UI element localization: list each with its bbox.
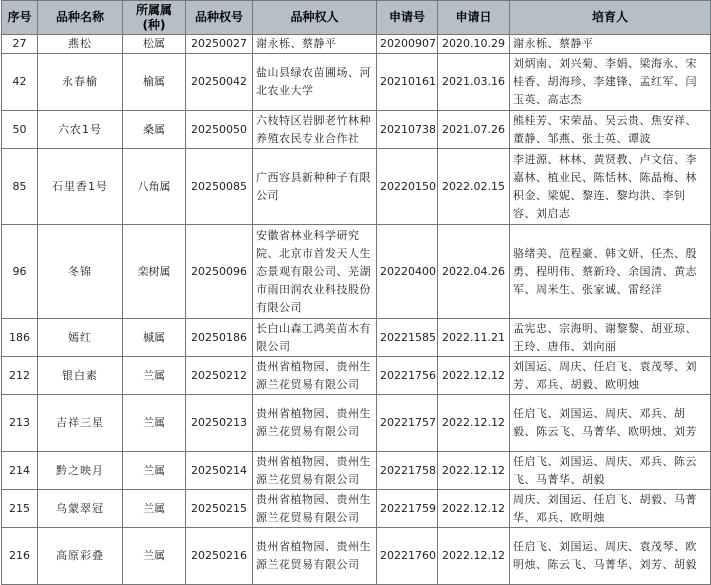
cell-app-date: 2022.12.12 [438,452,510,490]
cell-seq: 85 [2,149,38,225]
cell-seq: 216 [2,528,38,585]
cell-app-date: 2022.12.12 [438,528,510,585]
cell-owner: 贵州省植物园、贵州生源兰花贸易有限公司 [253,490,377,528]
table-row [2,319,711,357]
cell-owner: 贵州省植物园、贵州生源兰花贸易有限公司 [253,528,377,585]
cell-breeders: 任启飞、刘国运、周庆、袁茂琴、欧明烛、陈云飞、马菁华、刘芳、胡毅 [510,528,711,585]
cell-owner: 谢永栎、蔡静平 [253,35,377,54]
table-row [2,357,711,395]
cell-breeders: 谢永栎、蔡静平 [510,35,711,54]
header-seq: 序号 [2,1,38,35]
cell-app-date: 2022.02.15 [438,149,510,225]
cell-seq: 42 [2,54,38,111]
cell-variety-name: 吉祥三星 [38,395,123,452]
table-row [2,528,711,585]
cell-owner: 广西容县新种种子有限公司 [253,149,377,225]
cell-right-no: 20250213 [186,395,253,452]
cell-breeders: 骆绪美、范程豪、韩文妍、任杰、殷勇、程明伟、蔡新玲、余国清、黄志军、周米生、张家诚、雷经洋 [510,225,711,319]
cell-breeders: 周庆、刘国运、任启飞、胡毅、马菁华、邓兵、欧明烛 [510,490,711,528]
table-row [2,35,711,54]
cell-seq: 215 [2,490,38,528]
cell-seq: 96 [2,225,38,319]
cell-app-no: 20200907 [377,35,438,54]
cell-seq: 214 [2,452,38,490]
cell-genus: 兰属 [123,357,186,395]
cell-breeders: 任启飞、刘国运、周庆、邓兵、陈云飞、马菁华、胡毅 [510,452,711,490]
cell-genus: 兰属 [123,528,186,585]
cell-owner: 盐山县绿农苗圃场、河北农业大学 [253,54,377,111]
table-row [2,490,711,528]
cell-genus: 兰属 [123,395,186,452]
cell-right-no: 20250050 [186,111,253,149]
cell-owner: 贵州省植物园、贵州生源兰花贸易有限公司 [253,395,377,452]
cell-variety-name: 银白素 [38,357,123,395]
cell-variety-name: 六农1号 [38,111,123,149]
cell-app-date: 2021.07.26 [438,111,510,149]
cell-breeders: 刘炳南、刘兴菊、李娟、梁海永、宋桂香、胡海珍、李建锋、孟红军、闫玉英、高志杰 [510,54,711,111]
cell-variety-name: 燕松 [38,35,123,54]
cell-seq: 27 [2,35,38,54]
cell-app-date: 2022.04.26 [438,225,510,319]
cell-app-no: 20220150 [377,149,438,225]
cell-app-no: 20221585 [377,319,438,357]
cell-seq: 186 [2,319,38,357]
cell-app-date: 2022.12.12 [438,357,510,395]
cell-variety-name: 高原彩叠 [38,528,123,585]
cell-app-no: 20221756 [377,357,438,395]
cell-app-date: 2022.12.12 [438,395,510,452]
cell-variety-name: 黔之映月 [38,452,123,490]
cell-app-date: 2020.10.29 [438,35,510,54]
cell-seq: 50 [2,111,38,149]
table-row [2,452,711,490]
cell-variety-name: 嫣红 [38,319,123,357]
header-app-no: 申请号 [377,1,438,35]
cell-variety-name: 冬锦 [38,225,123,319]
cell-right-no: 20250096 [186,225,253,319]
header-app-date: 申请日 [438,1,510,35]
cell-right-no: 20250215 [186,490,253,528]
cell-breeders: 孟宪忠、宗海明、谢黎黎、胡亚琼、王玲、唐伟、刘向丽 [510,319,711,357]
cell-right-no: 20250212 [186,357,253,395]
header-owner: 品种权人 [253,1,377,35]
cell-owner: 安徽省林业科学研究院、北京市首发天人生态景观有限公司、芜湖市雨田润农业科技股份有限公司 [253,225,377,319]
cell-genus: 榆属 [123,54,186,111]
cell-genus: 桑属 [123,111,186,149]
cell-genus: 松属 [123,35,186,54]
cell-genus: 栾树属 [123,225,186,319]
cell-breeders: 熊桂芳、宋荣晶、吴云贵、焦安祥、董静、邹燕、张士英、谭波 [510,111,711,149]
cell-app-no: 20221760 [377,528,438,585]
cell-owner: 六枝特区岩脚老竹林种养殖农民专业合作社 [253,111,377,149]
cell-owner: 贵州省植物园、贵州生源兰花贸易有限公司 [253,452,377,490]
cell-genus: 兰属 [123,452,186,490]
cell-app-no: 20210738 [377,111,438,149]
cell-variety-name: 永春榆 [38,54,123,111]
cell-app-no: 20221758 [377,452,438,490]
header-variety-name: 品种名称 [38,1,123,35]
table-row [2,225,711,319]
cell-app-date: 2022.11.21 [438,319,510,357]
cell-genus: 槭属 [123,319,186,357]
cell-owner: 长白山森工鸿美苗木有限公司 [253,319,377,357]
header-row [2,1,711,35]
cell-right-no: 20250186 [186,319,253,357]
table-row [2,54,711,111]
cell-app-no: 20221759 [377,490,438,528]
cell-genus: 兰属 [123,490,186,528]
cell-variety-name: 石里香1号 [38,149,123,225]
header-right-no: 品种权号 [186,1,253,35]
cell-breeders: 刘国运、周庆、任启飞、袁茂琴、刘芳、邓兵、胡毅、欧明烛 [510,357,711,395]
cell-app-date: 2021.03.16 [438,54,510,111]
cell-app-no: 20221757 [377,395,438,452]
cell-app-no: 20220400 [377,225,438,319]
header-breeders: 培育人 [510,1,711,35]
cell-right-no: 20250085 [186,149,253,225]
cell-app-no: 20210161 [377,54,438,111]
table-row [2,111,711,149]
cell-seq: 212 [2,357,38,395]
cell-right-no: 20250214 [186,452,253,490]
variety-rights-table [1,0,711,585]
cell-right-no: 20250042 [186,54,253,111]
header-genus: 所属属(种) [123,1,186,35]
cell-app-date: 2022.12.12 [438,490,510,528]
cell-owner: 贵州省植物园、贵州生源兰花贸易有限公司 [253,357,377,395]
table-row [2,395,711,452]
cell-genus: 八角属 [123,149,186,225]
cell-variety-name: 乌蒙翠冠 [38,490,123,528]
cell-seq: 213 [2,395,38,452]
cell-right-no: 20250027 [186,35,253,54]
table-row [2,149,711,225]
cell-breeders: 李进源、林林、黄贤教、卢文信、李嘉林、植业民、陈恬林、陈晶梅、林积金、梁妮、黎连、黎均洪、李钊容、刘启志 [510,149,711,225]
cell-right-no: 20250216 [186,528,253,585]
cell-breeders: 任启飞、刘国运、周庆、邓兵、胡毅、陈云飞、马菁华、欧明烛、刘芳 [510,395,711,452]
